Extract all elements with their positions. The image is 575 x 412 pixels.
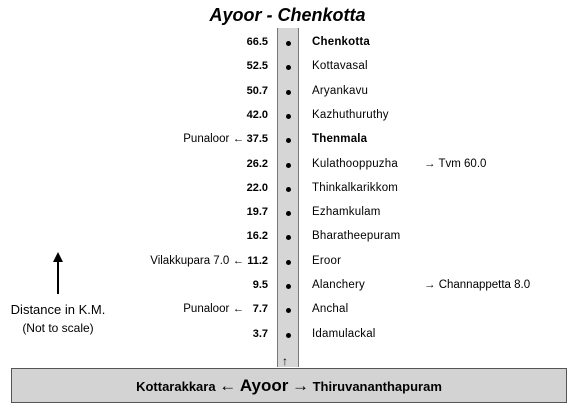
stop-dot — [286, 163, 291, 168]
right-branch-label: → Tvm 60.0 — [424, 158, 487, 170]
legend-scale-note: (Not to scale) — [22, 321, 94, 335]
stop-distance: 42.0 — [246, 109, 268, 121]
stop-name: Thinkalkarikkom — [312, 182, 399, 194]
road-start-arrow-icon: ↑ — [282, 354, 288, 368]
stop-dot — [286, 114, 291, 119]
stop-distance: 9.5 — [252, 279, 268, 291]
stop-name: Ezhamkulam — [312, 206, 381, 218]
stop-name: Bharatheepuram — [312, 230, 401, 242]
stop-distance: 22.0 — [246, 182, 268, 194]
stop-dot — [286, 284, 291, 289]
legend-distance-label: Distance in K.M. — [10, 302, 106, 317]
up-arrow-icon — [50, 252, 66, 296]
page-title: Ayoor - Chenkotta — [209, 5, 366, 25]
left-branch-label: Punaloor ← — [183, 133, 244, 145]
left-branch-label: Punaloor ← — [183, 303, 244, 315]
stop-dot — [286, 235, 291, 240]
stop-name: Kazhuthuruthy — [312, 109, 389, 121]
stop-dot — [286, 333, 291, 338]
stop-dot — [286, 90, 291, 95]
stop-distance: 7.7 — [252, 303, 268, 315]
right-arrow-icon: → — [291, 376, 309, 395]
stop-dot — [286, 260, 291, 265]
stop-name: Kulathooppuzha — [312, 158, 398, 170]
stop-dot — [286, 308, 291, 313]
stop-distance: 52.5 — [246, 60, 268, 72]
stop-distance: 19.7 — [246, 206, 268, 218]
stop-distance: 26.2 — [246, 158, 268, 170]
stop-distance: 66.5 — [246, 36, 268, 48]
stop-name: Eroor — [312, 255, 342, 267]
stop-name: Thenmala — [312, 133, 368, 145]
stop-dot — [286, 138, 291, 143]
road-strip — [277, 28, 299, 367]
bottom-right-place: Thiruvananthapuram — [312, 379, 442, 394]
stop-dot — [286, 211, 291, 216]
stop-name: Anchal — [312, 303, 349, 315]
stop-distance: 3.7 — [252, 328, 268, 340]
stop-dot — [286, 41, 291, 46]
bottom-left-place: Kottarakkara — [136, 379, 216, 394]
stop-distance: 16.2 — [246, 230, 268, 242]
stop-name: Aryankavu — [312, 85, 369, 97]
bottom-center-place: Ayoor — [239, 376, 289, 395]
right-branch-label: → Channappetta 8.0 — [424, 279, 531, 291]
stop-dot — [286, 187, 291, 192]
stop-name: Kottavasal — [312, 60, 368, 72]
stop-distance: 11.2 — [247, 255, 268, 267]
stop-name: Alanchery — [312, 279, 365, 291]
stop-distance: 37.5 — [246, 133, 268, 145]
bottom-route — [11, 368, 567, 403]
left-branch-label: Vilakkupara 7.0 ← — [150, 255, 244, 267]
left-arrow-icon: ← — [219, 376, 237, 395]
stop-name: Idamulackal — [312, 328, 376, 340]
stop-dot — [286, 65, 291, 70]
stop-distance: 50.7 — [246, 85, 268, 97]
stop-name: Chenkotta — [312, 36, 371, 48]
